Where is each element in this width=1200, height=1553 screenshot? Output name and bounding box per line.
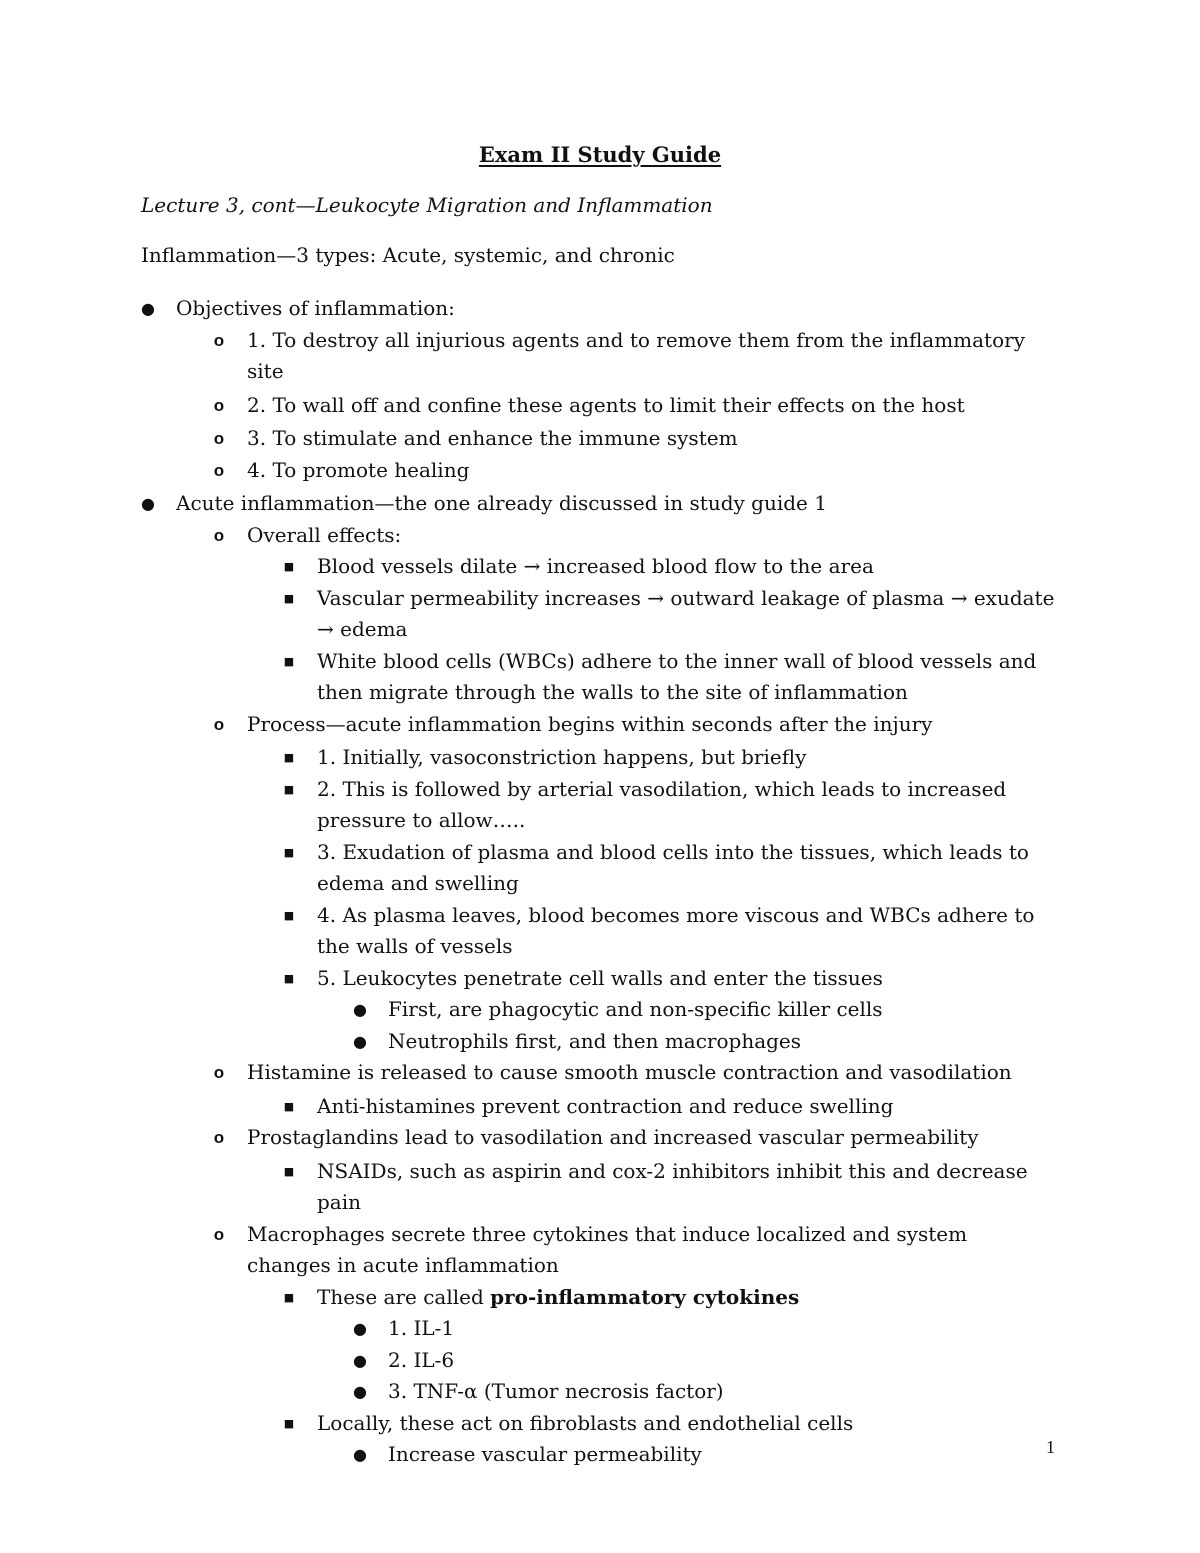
list-item-text: Objectives of inflammation:: [176, 296, 455, 320]
list-item-text: 2. This is followed by arterial vasodilation, which leads to increased pressure to allow…..: [317, 776, 1007, 832]
square-bullet-icon: ■: [283, 971, 295, 985]
square-bullet-icon: ■: [283, 654, 295, 668]
list-item-text: 2. To wall off and confine these agents to limit their effects on the host: [247, 392, 965, 417]
list-item: [0, 1376, 1056, 1408]
list-item-text: [317, 1285, 799, 1309]
list-item: [0, 583, 1056, 646]
bullet-icon: ●: [353, 1445, 367, 1464]
list-item-text: 4. To promote healing: [247, 457, 470, 482]
page-number: 1: [1046, 1437, 1055, 1457]
circle-bullet-icon: o: [213, 1224, 225, 1244]
circle-bullet-icon: o: [213, 395, 225, 415]
list-item: [0, 1408, 1056, 1440]
outline-list: [0, 293, 1200, 1471]
bullet-icon: ●: [141, 299, 155, 318]
square-bullet-icon: ■: [283, 1290, 295, 1304]
list-item-text: 3. Exudation of plasma and blood cells into the tissues, which leads to edema and swelling: [317, 839, 1029, 895]
list-item-text: White blood cells (WBCs) adhere to the inner wall of blood vessels and then migrate through the walls to the site of inflammation: [317, 648, 1037, 704]
document-title: Exam II Study Guide: [478, 142, 722, 167]
list-item-text: Process—acute inflammation begins within seconds after the injury: [247, 711, 933, 736]
list-item: [0, 1345, 1056, 1377]
square-bullet-icon: ■: [283, 845, 295, 859]
list-item-text: 1. Initially, vasoconstriction happens, but briefly: [317, 745, 807, 769]
list-item: [0, 488, 1056, 520]
list-item: [0, 994, 1056, 1026]
circle-bullet-icon: o: [213, 1128, 225, 1147]
list-item: [0, 455, 1056, 487]
square-bullet-icon: ■: [283, 1416, 295, 1430]
list-item: [0, 646, 1056, 709]
bullet-icon: ●: [353, 1031, 367, 1051]
bullet-icon: ●: [353, 1000, 367, 1019]
bullet-icon: ●: [141, 494, 155, 513]
list-item: [0, 520, 1056, 552]
lecture-subtitle: Lecture 3, cont—Leukocyte Migration and Inflammation: [141, 193, 713, 217]
bullet-icon: ●: [353, 1382, 367, 1401]
list-item: [0, 742, 1056, 774]
list-item: [0, 1122, 1056, 1154]
list-item-text: 2. IL-6: [388, 1347, 455, 1372]
list-item: [0, 1313, 1056, 1345]
square-bullet-icon: ■: [283, 591, 295, 605]
list-item-text: 3. To stimulate and enhance the immune system: [247, 426, 738, 450]
list-item-text: Prostaglandins lead to vasodilation and increased vascular permeability: [247, 1125, 979, 1149]
list-item: [0, 423, 1056, 455]
list-item: [0, 293, 1056, 325]
list-item-text: 3. TNF-α (Tumor necrosis factor): [388, 1379, 724, 1403]
list-item-text: 1. To destroy all injurious agents and to remove them from the inflammatory site: [247, 327, 1025, 383]
list-item: [0, 774, 1056, 837]
intro-line: Inflammation—3 types: Acute, systemic, and chronic: [141, 243, 675, 267]
square-bullet-icon: ■: [283, 751, 295, 764]
list-item-text: Neutrophils first, and then macrophages: [388, 1028, 802, 1053]
square-bullet-icon: ■: [283, 1099, 295, 1113]
square-bullet-icon: ■: [283, 1164, 295, 1178]
list-item-text: Blood vessels dilate → increased blood flow to the area: [317, 554, 874, 578]
square-bullet-icon: ■: [283, 908, 295, 922]
circle-bullet-icon: o: [213, 429, 225, 448]
list-item-text: NSAIDs, such as aspirin and cox-2 inhibitors inhibit this and decrease pain: [317, 1158, 1028, 1214]
list-item: [0, 551, 1056, 583]
list-item: [0, 390, 1056, 422]
list-item: [0, 1091, 1056, 1123]
list-item: [0, 1282, 1056, 1314]
square-bullet-icon: ■: [283, 560, 295, 573]
list-item-text: 1. IL-1: [388, 1316, 455, 1340]
list-item: [0, 963, 1056, 995]
list-item-text: Histamine is released to cause smooth muscle contraction and vasodilation: [247, 1060, 1012, 1084]
square-bullet-icon: ■: [283, 782, 295, 796]
circle-bullet-icon: o: [213, 525, 225, 545]
list-item-text: Anti-histamines prevent contraction and reduce swelling: [317, 1093, 894, 1118]
list-item: [0, 900, 1056, 963]
circle-bullet-icon: o: [213, 1063, 225, 1082]
list-item: [0, 1057, 1056, 1089]
list-item-text: Locally, these act on fibroblasts and endothelial cells: [317, 1410, 854, 1435]
bullet-icon: ●: [353, 1350, 367, 1370]
list-item-text: 5. Leukocytes penetrate cell walls and enter the tissues: [317, 965, 883, 990]
list-item-text: Acute inflammation—the one already discussed in study guide 1: [176, 491, 827, 515]
list-item: [0, 709, 1056, 741]
list-item-text: Macrophages secrete three cytokines that induce localized and system changes in acute inflammation: [247, 1221, 968, 1277]
list-item-text: Vascular permeability increases → outward leakage of plasma → exudate → edema: [317, 585, 1055, 641]
list-item-text: First, are phagocytic and non-specific killer cells: [388, 997, 883, 1021]
list-item: [0, 1439, 1056, 1471]
circle-bullet-icon: o: [213, 330, 225, 350]
circle-bullet-icon: o: [213, 460, 225, 480]
list-item: [0, 837, 1056, 900]
list-item: [0, 1026, 1056, 1058]
circle-bullet-icon: o: [213, 714, 225, 734]
list-item: [0, 1219, 1056, 1282]
list-item-text: Overall effects:: [247, 522, 402, 547]
list-item-text: 4. As plasma leaves, blood becomes more viscous and WBCs adhere to the walls of vessels: [317, 902, 1035, 958]
list-item-text-prefix: These are called: [317, 1284, 491, 1309]
bold-term: pro-inflammatory cytokines: [490, 1284, 800, 1309]
list-item-text: Increase vascular permeability: [388, 1442, 702, 1466]
list-item: [0, 1156, 1056, 1219]
bullet-icon: ●: [353, 1319, 367, 1338]
list-item: [0, 325, 1056, 388]
